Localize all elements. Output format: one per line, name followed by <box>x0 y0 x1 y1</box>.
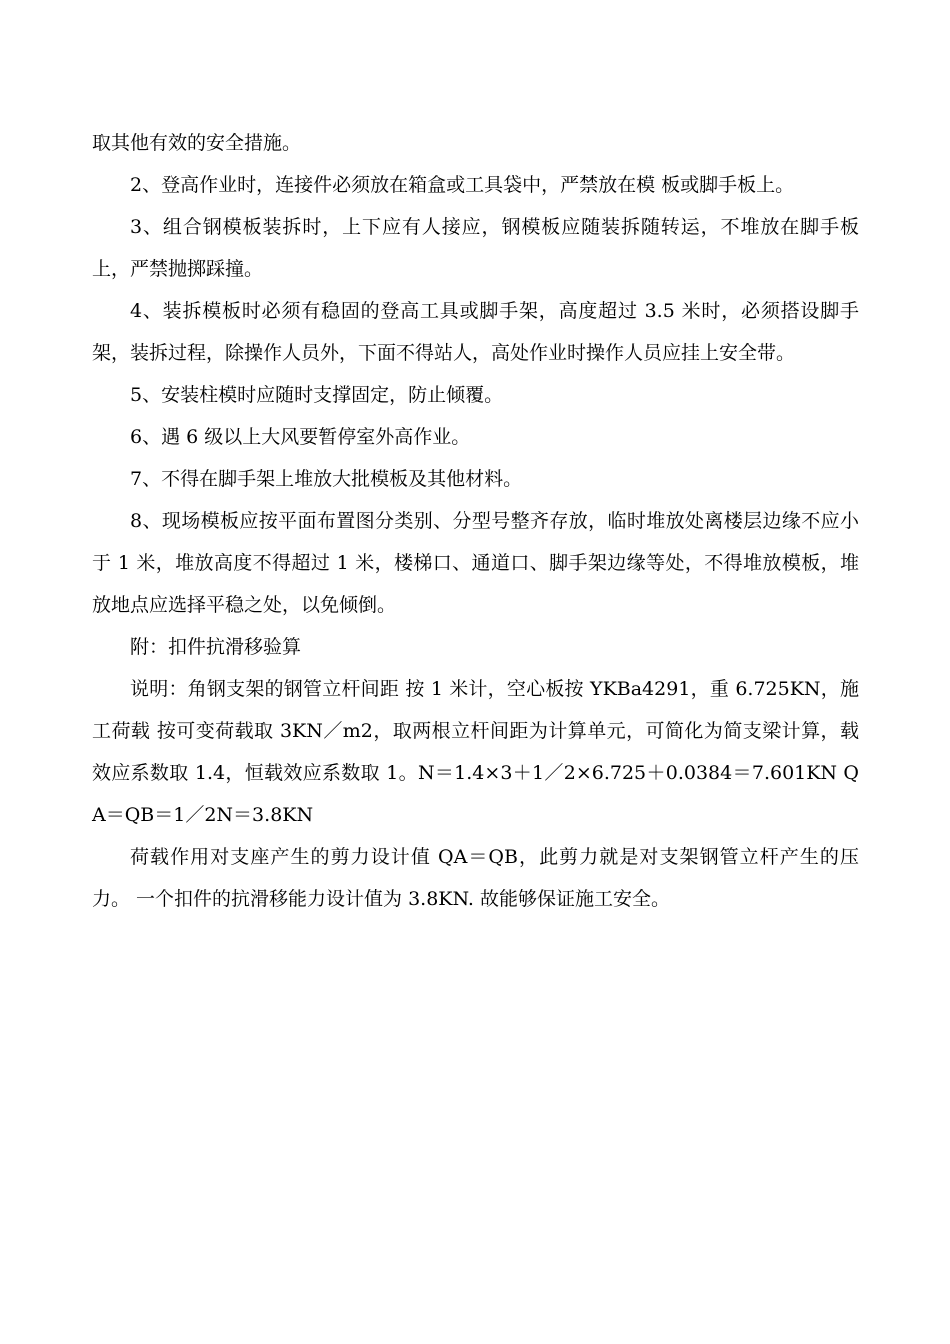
paragraph-item-8: 8、现场模板应按平面布置图分类别、分型号整齐存放，临时堆放处离楼层边缘不应小于 1 米，堆放高度不得超过 1 米，楼梯口、通道口、脚手架边缘等处，不得堆放模板，堆放地点应选择平稳之处，以免倾倒。 <box>92 510 859 616</box>
paragraph-continuation: 取其他有效的安全措施。 <box>92 132 302 154</box>
paragraph-item-2: 2、登高作业时，连接件必须放在箱盒或工具袋中，严禁放在模 板或脚手板上。 <box>130 174 795 196</box>
paragraph-item-7: 7、不得在脚手架上堆放大批模板及其他材料。 <box>130 468 523 490</box>
paragraph-item-3: 3、组合钢模板装拆时，上下应有人接应，钢模板应随装拆随转运，不堆放在脚手板上，严禁抛掷踩撞。 <box>92 216 859 280</box>
paragraph-item-6: 6、遇 6 级以上大风要暂停室外高作业。 <box>130 426 471 448</box>
appendix-heading: 附：扣件抗滑移验算 <box>130 636 302 658</box>
paragraph-item-4: 4、装拆模板时必须有稳固的登高工具或脚手架，高度超过 3.5 米时，必须搭设脚手架，装拆过程，除操作人员外，下面不得站人，高处作业时操作人员应挂上安全带。 <box>92 300 859 364</box>
calculation-description: 说明：角钢支架的钢管立杆间距 按 1 米计，空心板按 YKBa4291，重 6.725KN，施工荷载 按可变荷载取 3KN／m2，取两根立杆间距为计算单元，可简化为简支梁计算，载效应系数取 1.4，恒载效应系数取 1。N＝1.4×3＋1／2×6.725＋0.0384＝7.601KN QA＝QB＝1／2N＝3.8KN <box>92 678 859 826</box>
document-page <box>92 122 859 920</box>
calculation-conclusion: 荷载作用对支座产生的剪力设计值 QA＝QB，此剪力就是对支架钢管立杆产生的压力。 一个扣件的抗滑移能力设计值为 3.8KN. 故能够保证施工安全。 <box>92 846 859 910</box>
paragraph-item-5: 5、安装柱模时应随时支撑固定，防止倾覆。 <box>130 384 504 406</box>
